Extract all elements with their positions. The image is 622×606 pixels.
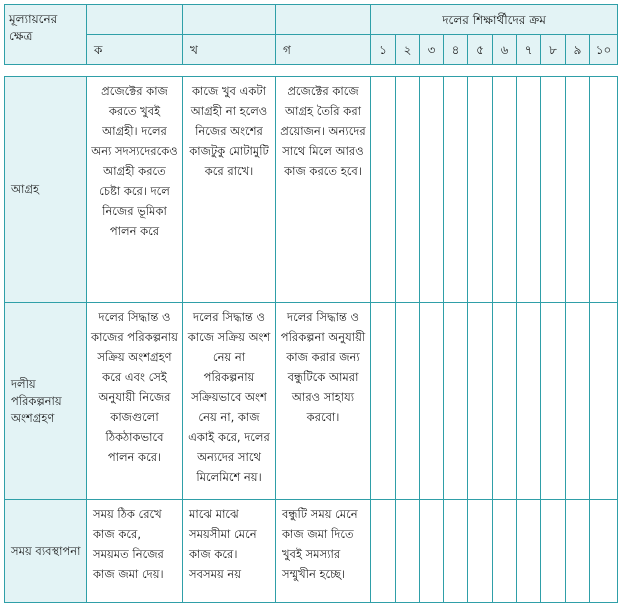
assessment-rubric: [4, 4, 618, 601]
level-k: ক: [87, 35, 183, 65]
header-blank-1: [87, 5, 183, 35]
score-cell[interactable]: [444, 500, 468, 603]
level-kh: খ: [183, 35, 276, 65]
score-cell[interactable]: [541, 303, 566, 500]
level-g-description: বন্ধুটি সময় মেনে কাজ জমা দিতে খুবই সমস্যার সম্মুখীন হচ্ছে।: [276, 500, 371, 603]
score-cell[interactable]: [541, 500, 566, 603]
score-cell[interactable]: [444, 77, 468, 303]
score-cell[interactable]: [396, 77, 420, 303]
student-number: ১০: [590, 35, 618, 65]
student-number: ৩: [420, 35, 444, 65]
score-cell[interactable]: [493, 500, 517, 603]
score-cell[interactable]: [493, 303, 517, 500]
score-cell[interactable]: [420, 500, 444, 603]
score-cell[interactable]: [396, 500, 420, 603]
student-number: ২: [396, 35, 420, 65]
score-cell[interactable]: [590, 77, 618, 303]
student-number: ৬: [493, 35, 517, 65]
level-kh-description: কাজে খুব একটা আগ্রহী না হলেও নিজের অংশের কাজটুকু মোটামুটি করে রাখে।: [183, 77, 276, 303]
score-cell[interactable]: [468, 77, 493, 303]
level-kh-description: মাঝে মাঝে সময়সীমা মেনে কাজ করে। সবসময় নয়: [183, 500, 276, 603]
score-cell[interactable]: [566, 500, 590, 603]
level-g: গ: [276, 35, 371, 65]
rubric-row-planning: [5, 303, 618, 500]
rubric-header: [4, 4, 618, 65]
level-g-description: দলের সিদ্ধান্ত ও পরিকল্পনা অনুযায়ী কাজ করার জন্য বন্ধুটিকে আমরা আরও সাহায্য করবো।: [276, 303, 371, 500]
rubric-row-time: [5, 500, 618, 603]
score-cell[interactable]: [493, 77, 517, 303]
score-cell[interactable]: [517, 303, 541, 500]
score-cell[interactable]: [468, 303, 493, 500]
score-cell[interactable]: [566, 303, 590, 500]
level-k-description: দলের সিদ্ধান্ত ও কাজের পরিকল্পনায় সক্রিয় অংশগ্রহণ করে এবং সেই অনুযায়ী নিজের কাজগুলো ঠিকঠাকভাবে পালন করে।: [87, 303, 183, 500]
student-number: ১: [371, 35, 396, 65]
rubric-body: [4, 76, 618, 603]
student-number: ৪: [444, 35, 468, 65]
score-cell[interactable]: [517, 500, 541, 603]
score-cell[interactable]: [517, 77, 541, 303]
level-k-description: প্রজেক্টের কাজ করতে খুবই আগ্রহী। দলের অন্য সদস্যদেরকেও আগ্রহী করতে চেষ্টা করে। দলে নিজের ভূমিকা পালন করে: [87, 77, 183, 303]
header-blank-3: [276, 5, 371, 35]
score-cell[interactable]: [444, 303, 468, 500]
score-cell[interactable]: [420, 77, 444, 303]
group-order-title: দলের শিক্ষার্থীদের ক্রম: [371, 5, 618, 35]
score-cell[interactable]: [371, 303, 396, 500]
score-cell[interactable]: [468, 500, 493, 603]
level-k-description: সময় ঠিক রেখে কাজ করে, সময়মত নিজের কাজ জমা দেয়।: [87, 500, 183, 603]
level-g-description: প্রজেক্টের কাজে আগ্রহ তৈরি করা প্রয়োজন। অন্যদের সাথে মিলে আরও কাজ করতে হবে।: [276, 77, 371, 303]
score-cell[interactable]: [371, 500, 396, 603]
level-kh-description: দলের সিদ্ধান্ত ও কাজে সক্রিয় অংশ নেয় না পরিকল্পনায় সক্রিয়ভাবে অংশ নেয় না, কাজ একাই করে, দলের অন্যদের সাথে মিলেমিশে নয়।: [183, 303, 276, 500]
criterion-label: আগ্রহ: [5, 77, 87, 303]
rubric-row-interest: [5, 77, 618, 303]
score-cell[interactable]: [420, 303, 444, 500]
criterion-label: সময় ব্যবস্থাপনা: [5, 500, 87, 603]
area-label: মূল্যায়নের ক্ষেত্র: [5, 5, 87, 65]
score-cell[interactable]: [566, 77, 590, 303]
student-number: ৫: [468, 35, 493, 65]
student-number: ৯: [566, 35, 590, 65]
header-blank-2: [183, 5, 276, 35]
score-cell[interactable]: [396, 303, 420, 500]
score-cell[interactable]: [590, 500, 618, 603]
score-cell[interactable]: [590, 303, 618, 500]
student-number: ৮: [541, 35, 566, 65]
criterion-label: দলীয় পরিকল্পনায় অংশগ্রহণ: [5, 303, 87, 500]
score-cell[interactable]: [371, 77, 396, 303]
score-cell[interactable]: [541, 77, 566, 303]
student-number: ৭: [517, 35, 541, 65]
